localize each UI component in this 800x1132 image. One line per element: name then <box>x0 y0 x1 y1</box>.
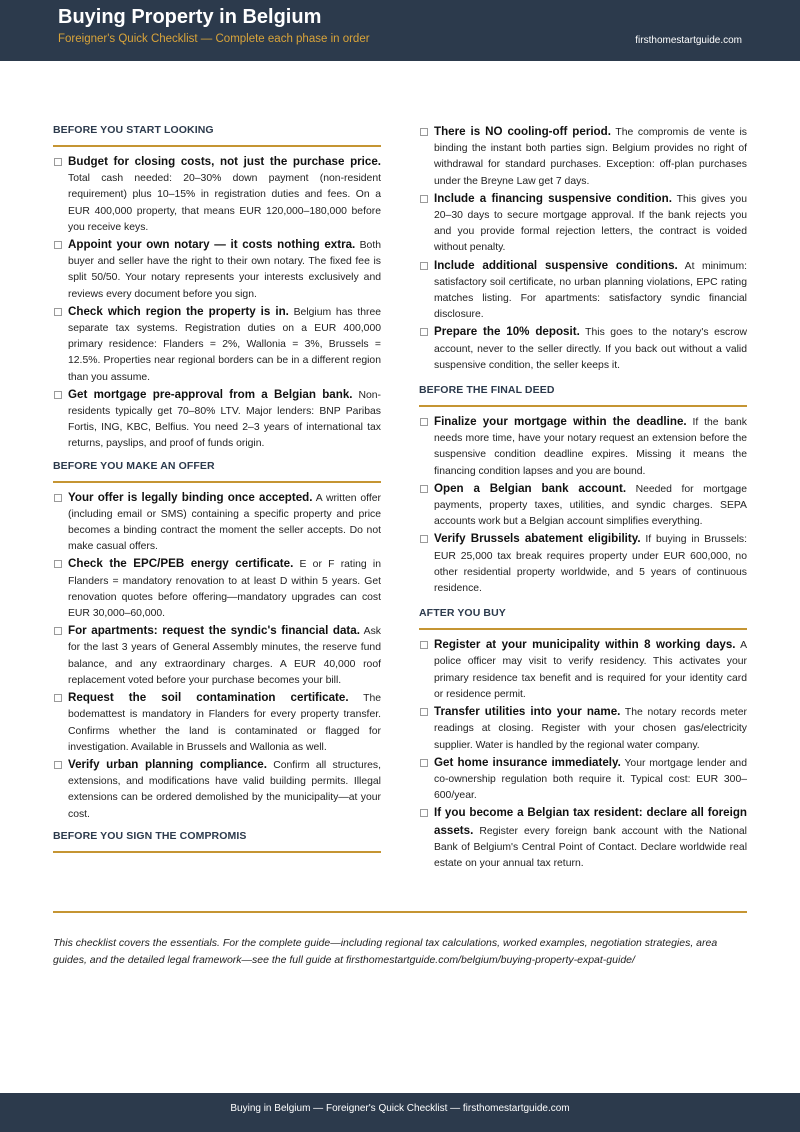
checkbox[interactable] <box>54 158 62 166</box>
checkbox[interactable] <box>420 128 428 136</box>
checklist-item <box>53 490 381 556</box>
item-body: The notary records meter readings at closing. Register with your chosen gas/electricity supplier. Water is handled by the regional water company. <box>434 707 747 751</box>
item-body: At minimum: satisfactory soil certificate, no urban planning violations, EPC rating matches listing. For apartments: satisfactory syndic financial disclosure. <box>434 260 747 321</box>
checklist-item <box>53 304 381 386</box>
page-header <box>0 0 800 61</box>
item-lead: Get mortgage pre-approval from a Belgian bank. <box>68 387 353 401</box>
item-lead: For apartments: request the syndic's financial data. <box>68 624 360 638</box>
section-heading-after-buy: AFTER YOU BUY <box>419 607 747 630</box>
page-title: Buying Property in Belgium <box>58 6 322 28</box>
checkbox[interactable] <box>54 761 62 769</box>
checklist-item <box>53 387 381 453</box>
checklist-item <box>53 623 381 689</box>
left-column <box>53 124 381 860</box>
item-lead: Transfer utilities into your name. <box>434 705 621 719</box>
page-footer <box>0 1093 800 1132</box>
checkbox[interactable] <box>420 195 428 203</box>
item-lead: If you become a Belgian tax resident: declare all foreign assets. <box>434 806 747 837</box>
checklist-item <box>53 237 381 303</box>
item-lead: Register at your municipality within 8 working days. <box>434 638 736 652</box>
item-body: Both buyer and seller have the right to their own notary. The fixed fee is split 50/50. Your notary represents your interests exclusively and reviews every document before you sign. <box>68 240 381 300</box>
section-heading-sign-compromis: BEFORE YOU SIGN THE COMPROMIS <box>53 830 381 853</box>
note-divider <box>53 911 747 913</box>
item-lead: Prepare the 10% deposit. <box>434 325 580 339</box>
item-body: If buying in Brussels: EUR 25,000 tax break requires property under EUR 600,000, no other residential property worldwide, and 5 years of continuous residence. <box>434 534 748 595</box>
checklist-item <box>53 690 381 756</box>
item-lead: Finalize your mortgage within the deadline. <box>434 415 687 429</box>
checkbox[interactable] <box>420 328 428 336</box>
right-column <box>419 124 747 873</box>
checkbox[interactable] <box>420 809 428 817</box>
checklist-item <box>419 124 747 190</box>
item-lead: Verify urban planning compliance. <box>68 757 267 771</box>
page-subtitle: Foreigner's Quick Checklist — Complete each phase in order <box>58 33 370 45</box>
item-lead: Check which region the property is in. <box>68 304 289 318</box>
item-body: Non-residents typically get 70–80% LTV. Major lenders: BNP Paribas Fortis, ING, KBC, Belfius. You need 2–3 years of international tax returns, payslips, and proof of funds origin. <box>68 389 381 450</box>
item-body: The bodemattest is mandatory in Flanders for every property transfer. Confirms whether the land is contaminated or flagged for investigation. Available in Brussels and Wallonia as well. <box>68 693 382 753</box>
checklist-item <box>419 637 747 703</box>
checklist-item <box>53 556 381 622</box>
checkbox[interactable] <box>420 708 428 716</box>
footer-text: Buying in Belgium — Foreigner's Quick Checklist — firsthomestartguide.com <box>230 1103 570 1114</box>
section-heading-final-deed: BEFORE THE FINAL DEED <box>419 384 747 407</box>
checkbox[interactable] <box>54 560 62 568</box>
item-body: Register every foreign bank account with the National Bank of Belgium's Central Point of Contact. Declare worldwide real estate on your annual tax return. <box>434 825 747 869</box>
closing-note: This checklist covers the essentials. For the complete guide—including regional tax calculations, worked examples, negotiation strategies, area guides, and the detailed legal framework—see the full guide at firsthomestartguide.com/belgium/buying-property-expat-guide/ <box>53 937 718 966</box>
item-body: This gives you 20–30 days to secure mortgage approval. If the bank rejects you and you provide formal rejection letters, the contract is voided without penalty. <box>434 193 747 254</box>
item-lead: Your offer is legally binding once accepted. <box>68 490 313 504</box>
section-heading-make-offer: BEFORE YOU MAKE AN OFFER <box>53 460 381 483</box>
item-body: Your mortgage lender and co-ownership regulation both require it. Typical cost: EUR 300–600/year. <box>434 757 747 802</box>
item-lead: Check the EPC/PEB energy certificate. <box>68 557 294 571</box>
item-body: If the bank needs more time, have your notary request an extension before the suspensive condition deadline expires. Missing it means the financing condition lapses and you are bound. <box>434 417 747 477</box>
item-body: Ask for the last 3 years of General Assembly minutes, the reserve fund balance, and any extraordinary charges. A EUR 40,000 roof replacement voted before your purchase becomes your bill. <box>68 626 381 686</box>
item-lead: Budget for closing costs, not just the purchase price. <box>68 155 381 168</box>
section-heading-start-looking: BEFORE YOU START LOOKING <box>53 124 381 147</box>
item-lead: Include additional suspensive conditions. <box>434 258 678 272</box>
checkbox[interactable] <box>420 485 428 493</box>
checklist-item <box>419 755 747 805</box>
checklist-item <box>419 324 747 374</box>
checklist-item <box>419 805 747 872</box>
item-body: Belgium has three separate tax systems. Registration duties on a EUR 400,000 primary residence: Flanders = 2%, Wallonia = 3%, Brussels = 12.5%. Properties near regional borders can be in a different region than you assume. <box>68 306 382 383</box>
checkbox[interactable] <box>420 262 428 270</box>
checklist-item <box>419 481 747 531</box>
item-body: A written offer (including email or SMS) containing a specific property and price becomes a binding contract the moment the seller accepts. Do not make casual offers. <box>68 492 381 553</box>
header-site-name: firsthomestartguide.com <box>635 35 742 46</box>
item-body: A police officer may visit to verify residency. This activates your primary residence tax benefit and is required for your identity card or residence permit. <box>434 640 747 700</box>
checkbox[interactable] <box>54 627 62 635</box>
item-lead: Get home insurance immediately. <box>434 755 621 769</box>
item-body: Total cash needed: 20–30% down payment (non-resident requirement) plus 10–15% in registration duties and fees. On a EUR 400,000 property, that means EUR 120,000–180,000 before you receive keys. <box>68 173 381 233</box>
checkbox[interactable] <box>54 391 62 399</box>
checkbox[interactable] <box>420 759 428 767</box>
checkbox[interactable] <box>54 241 62 249</box>
checklist-item <box>419 258 747 324</box>
checklist-item <box>419 531 747 597</box>
item-body: Needed for mortgage payments, property taxes, utilities, and syndic charges. SEPA accounts work but a Belgian account simplifies everything. <box>434 483 747 528</box>
item-body: The compromis de vente is binding the instant both parties sign. Belgium provides no right of withdrawal for standard purchases. Exception: off-plan purchases under the Breyne Law get 7 days. <box>434 127 747 187</box>
item-lead: Appoint your own notary — it costs nothing extra. <box>68 238 356 252</box>
item-lead: Include a financing suspensive condition. <box>434 191 672 205</box>
checkbox[interactable] <box>420 535 428 543</box>
item-body: E or F rating in Flanders = mandatory renovation to at least D within 5 years. Get renovation quotes before offering—mandatory upgrades can cost EUR 30,000–60,000. <box>68 559 381 620</box>
checkbox[interactable] <box>54 694 62 702</box>
checkbox[interactable] <box>420 418 428 426</box>
item-lead: Request the soil contamination certificate. <box>68 691 349 705</box>
checkbox[interactable] <box>54 308 62 316</box>
checklist-item <box>53 154 381 236</box>
checklist-item <box>419 704 747 754</box>
checkbox[interactable] <box>54 494 62 502</box>
item-lead: There is NO cooling-off period. <box>434 125 611 138</box>
checkbox[interactable] <box>420 641 428 649</box>
checklist-item <box>419 191 747 257</box>
checklist-item <box>53 757 381 823</box>
item-lead: Verify Brussels abatement eligibility. <box>434 532 641 546</box>
item-lead: Open a Belgian bank account. <box>434 481 627 495</box>
checklist-item <box>419 414 747 480</box>
item-body: This goes to the notary's escrow account, never to the seller directly. If you back out without a valid suspensive condition, the seller keeps it. <box>434 327 747 371</box>
item-body: Confirm all structures, extensions, and modifications have valid building permits. Illegal extensions can be ordered demolished by the municipality—at your cost. <box>68 759 382 820</box>
